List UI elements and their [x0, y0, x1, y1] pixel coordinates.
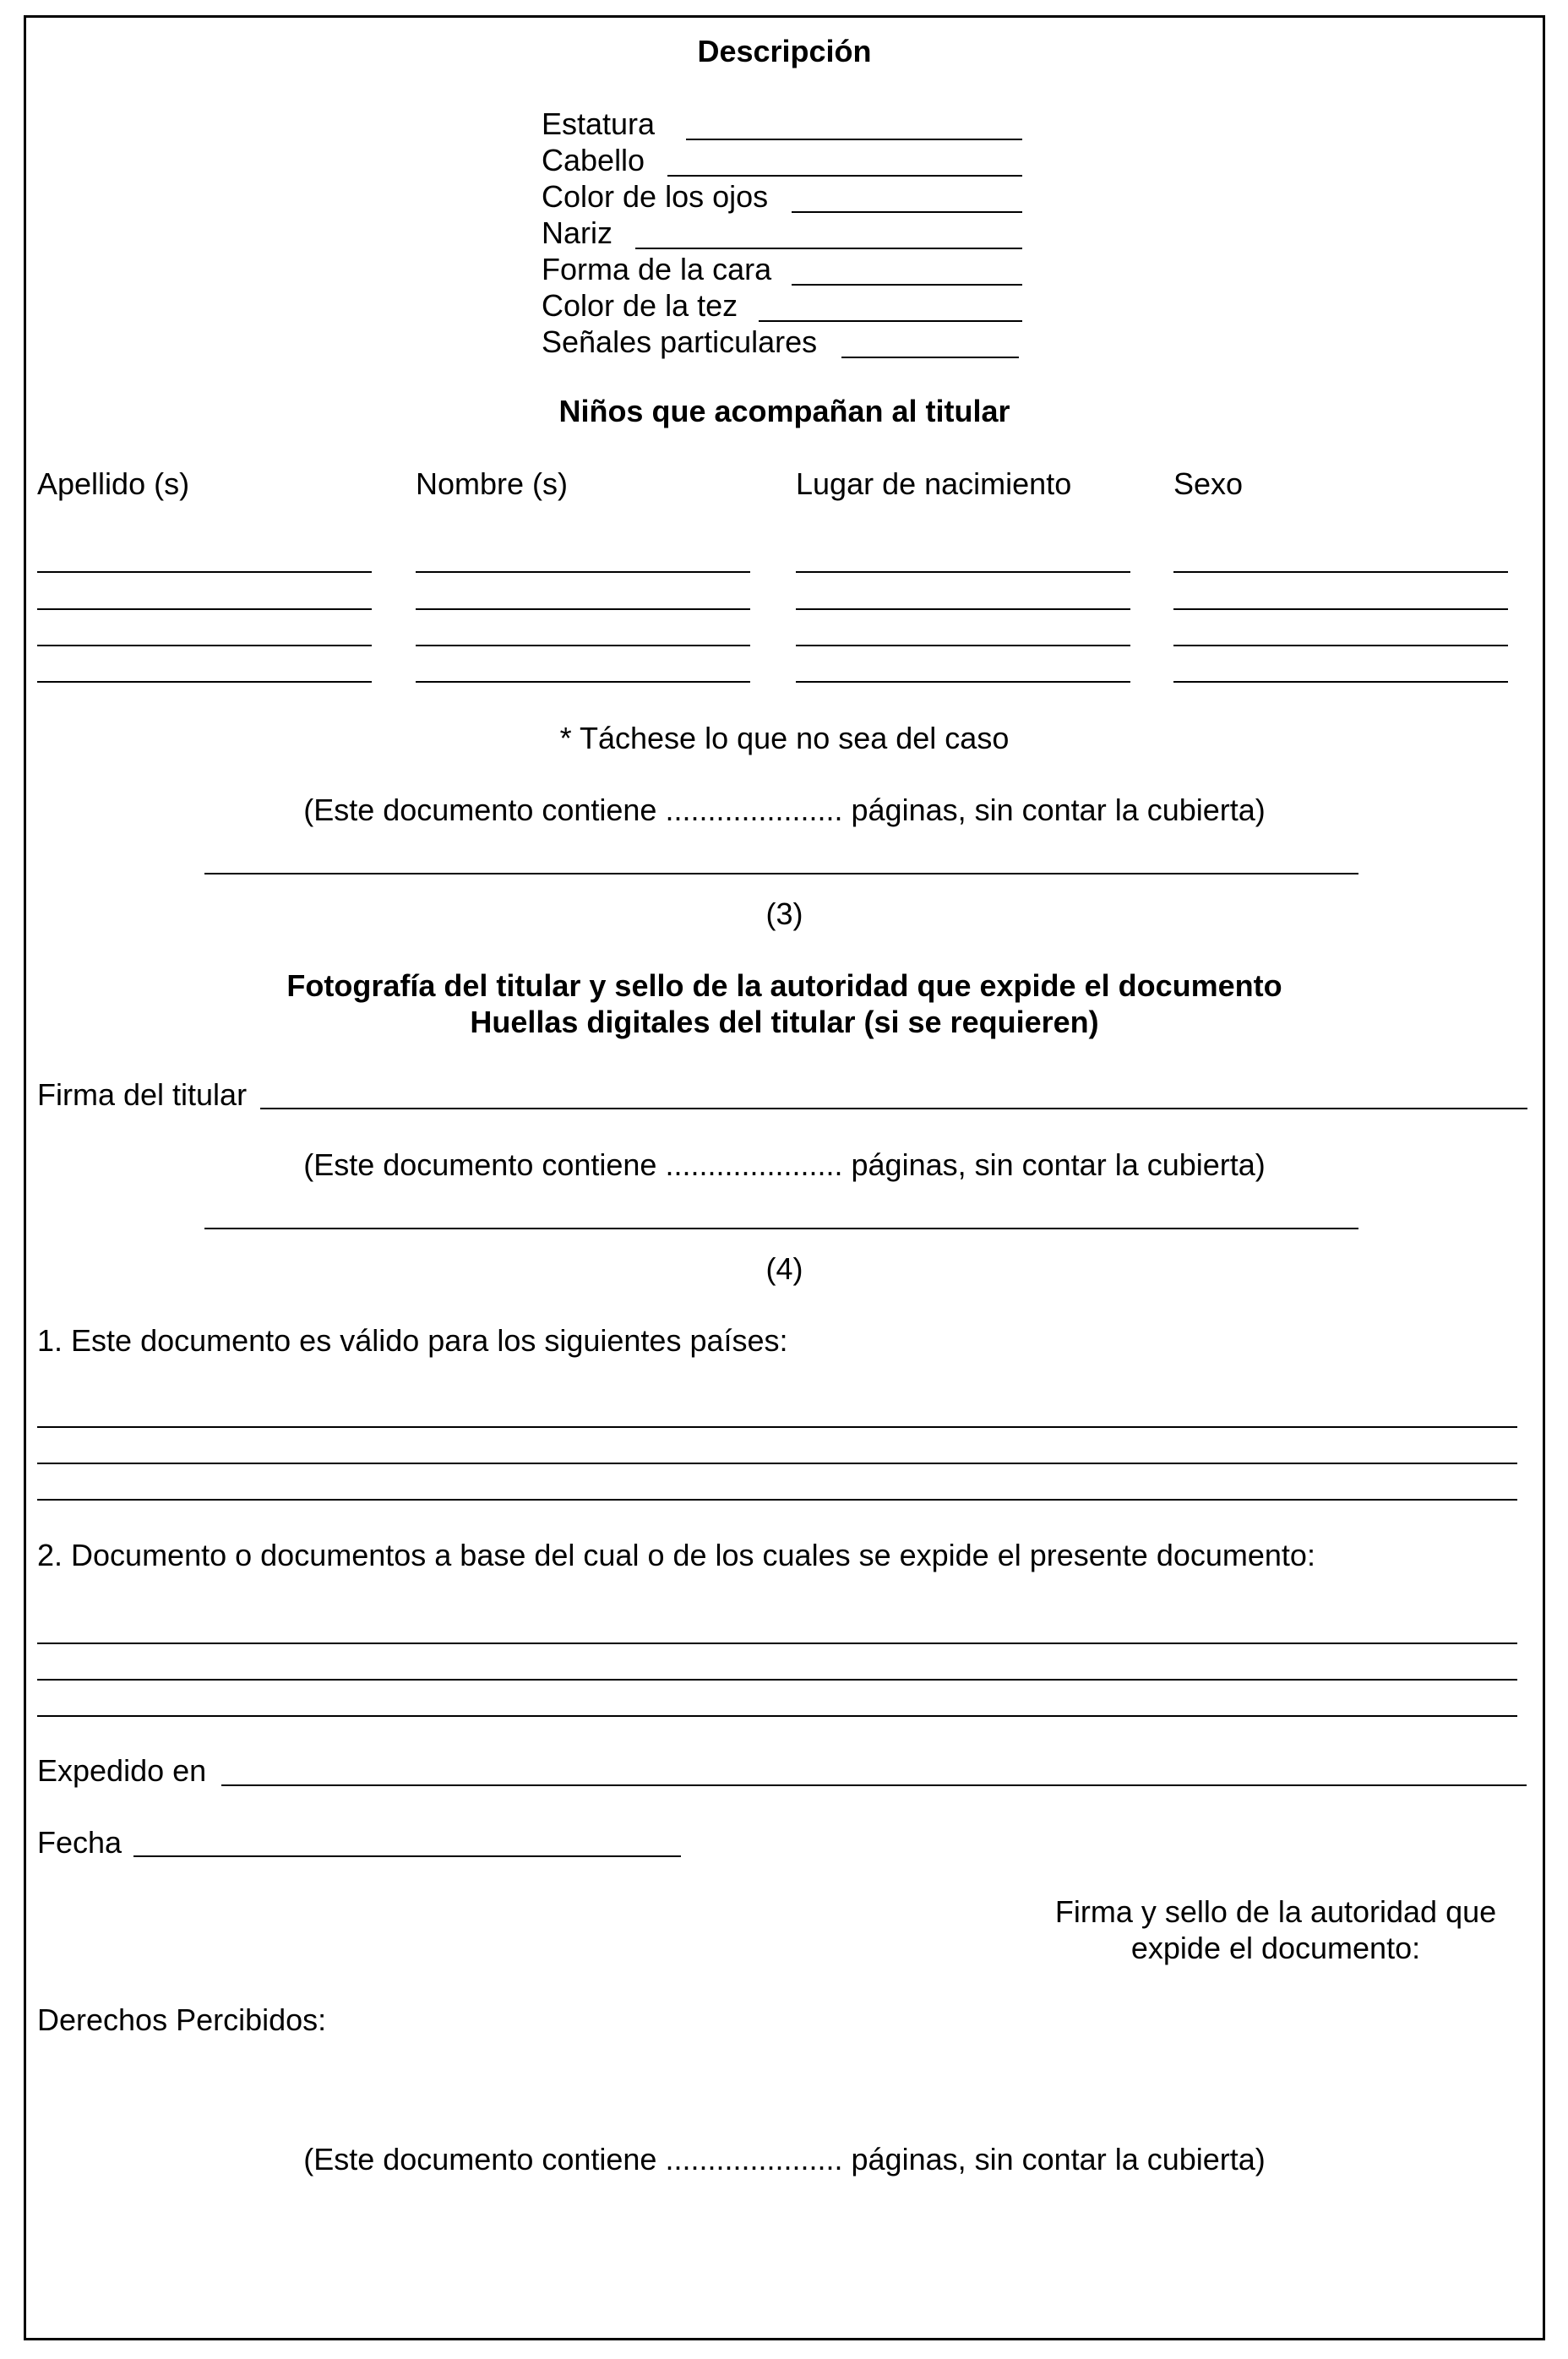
page-count-note: (Este documento contiene ..................... páginas, sin contar la cubierta) [303, 2142, 1266, 2176]
children-line[interactable] [1173, 571, 1508, 573]
field-label-nariz: Nariz [542, 215, 613, 250]
column-header-lugar: Lugar de nacimiento [796, 466, 1072, 501]
field-label-estatura: Estatura [542, 106, 656, 141]
children-line[interactable] [1173, 608, 1508, 610]
issued-at-label: Expedido en [37, 1753, 207, 1788]
page-divider [204, 1228, 1358, 1229]
field-line-senales[interactable] [841, 357, 1019, 358]
issued-at-line[interactable] [221, 1784, 1527, 1786]
children-line[interactable] [796, 645, 1130, 646]
column-header-sexo: Sexo [1173, 466, 1244, 501]
children-line[interactable] [796, 608, 1130, 610]
field-label-cabello: Cabello [542, 143, 645, 177]
fees-label: Derechos Percibidos: [37, 2002, 327, 2037]
children-line[interactable] [796, 571, 1130, 573]
field-line-color-ojos[interactable] [792, 211, 1022, 213]
field-label-forma-cara: Forma de la cara [542, 252, 772, 286]
section-title-descripcion: Descripción [697, 34, 872, 68]
page-number-4: (4) [765, 1251, 803, 1286]
holder-signature-line[interactable] [260, 1108, 1527, 1109]
page-count-note: (Este documento contiene ..................... páginas, sin contar la cubierta) [303, 793, 1266, 827]
date-line[interactable] [133, 1855, 681, 1857]
page-count-note: (Este documento contiene ..................... páginas, sin contar la cubierta) [303, 1147, 1266, 1182]
children-line[interactable] [1173, 645, 1508, 646]
children-line[interactable] [416, 681, 750, 683]
children-line[interactable] [37, 681, 372, 683]
column-header-nombre: Nombre (s) [416, 466, 569, 501]
field-line-nariz[interactable] [635, 248, 1022, 249]
children-line[interactable] [37, 571, 372, 573]
date-label: Fecha [37, 1825, 122, 1860]
field-line-estatura[interactable] [686, 139, 1022, 140]
base-documents-line[interactable] [37, 1643, 1517, 1644]
children-line[interactable] [416, 608, 750, 610]
fingerprint-heading: Huellas digitales del titular (si se requieren) [470, 1005, 1099, 1039]
base-documents-label: 2. Documento o documentos a base del cual o de los cuales se expide el presente documento: [37, 1538, 1315, 1572]
photo-heading: Fotografía del titular y sello de la autoridad que expide el documento [286, 968, 1282, 1003]
children-line[interactable] [416, 571, 750, 573]
valid-countries-line[interactable] [37, 1463, 1517, 1464]
base-documents-line[interactable] [37, 1715, 1517, 1717]
field-line-color-tez[interactable] [759, 320, 1022, 322]
children-line[interactable] [1173, 681, 1508, 683]
strike-note: * Táchese lo que no sea del caso [559, 721, 1010, 755]
authority-signature-label: expide el documento: [1130, 1931, 1421, 1965]
field-label-color-ojos: Color de los ojos [542, 179, 769, 214]
valid-countries-line[interactable] [37, 1426, 1517, 1428]
section-title-ninos: Niños que acompañan al titular [558, 394, 1010, 428]
children-line[interactable] [37, 608, 372, 610]
children-line[interactable] [796, 681, 1130, 683]
valid-countries-label: 1. Este documento es válido para los siguientes países: [37, 1323, 788, 1358]
field-label-senales: Señales particulares [542, 324, 818, 359]
children-line[interactable] [416, 645, 750, 646]
children-line[interactable] [37, 645, 372, 646]
column-header-apellido: Apellido (s) [37, 466, 190, 501]
page-divider [204, 873, 1358, 874]
page-number-3: (3) [765, 896, 803, 931]
base-documents-line[interactable] [37, 1679, 1517, 1681]
field-line-cabello[interactable] [667, 175, 1022, 177]
field-line-forma-cara[interactable] [792, 284, 1022, 286]
valid-countries-line[interactable] [37, 1499, 1517, 1501]
field-label-color-tez: Color de la tez [542, 288, 738, 323]
authority-signature-label: Firma y sello de la autoridad que [1054, 1894, 1497, 1929]
holder-signature-label: Firma del titular [37, 1077, 248, 1112]
